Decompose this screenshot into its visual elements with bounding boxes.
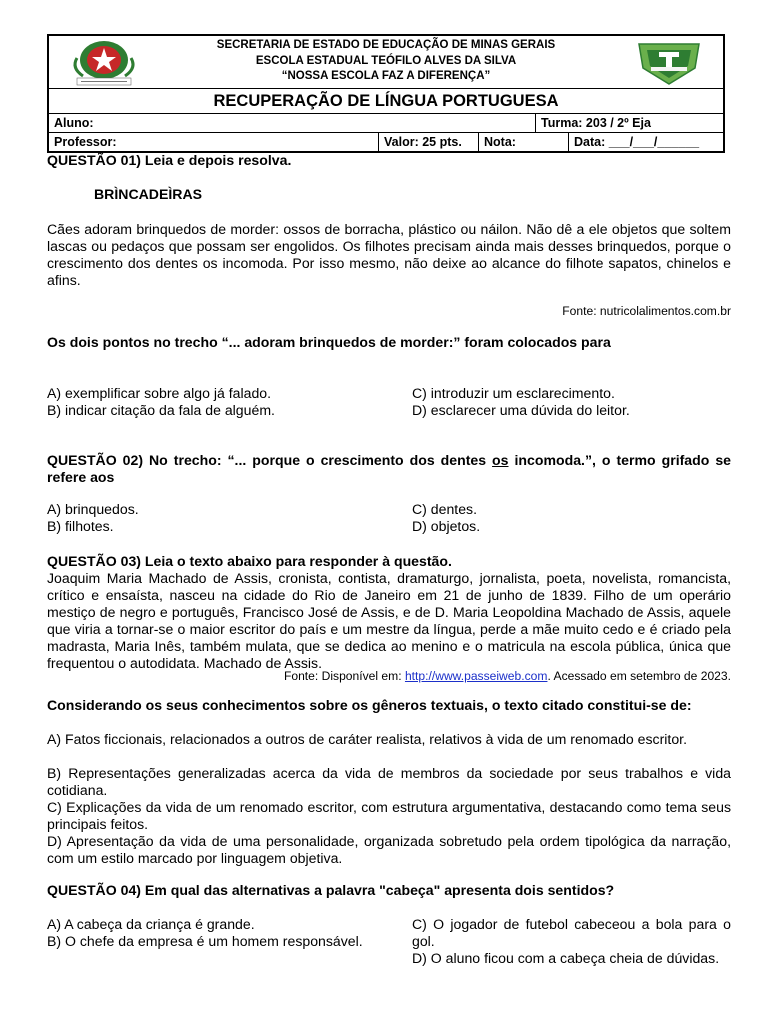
header-line-2: ESCOLA ESTADUAL TEÓFILO ALVES DA SILVA	[255, 54, 517, 67]
q1-text-title: BRÌNCADEÌRAS	[94, 186, 203, 202]
q4-option-a[interactable]: A) A cabeça da criança é grande.	[47, 916, 255, 932]
school-shield-icon	[631, 38, 707, 86]
q1-question: Os dois pontos no trecho “... adoram brinquedos de morder:” foram colocados para	[47, 334, 611, 350]
header-top	[49, 36, 723, 89]
q3-source-link[interactable]: http://www.passeiweb.com	[404, 669, 548, 683]
student-name-field: Aluno:	[49, 114, 536, 132]
q1-option-d[interactable]: D) esclarecer uma dúvida do leitor.	[412, 402, 630, 418]
q3-source-before: Fonte: Disponível em:	[283, 669, 405, 683]
q3-question: Considerando os seus conhecimentos sobre os gêneros textuais, o texto citado constitui-se de:	[47, 697, 692, 713]
q4-option-c[interactable]: C) O jogador de futebol cabeceou a bola para o gol.	[412, 916, 731, 949]
q2-heading	[47, 452, 731, 486]
exam-title: RECUPERAÇÃO DE LÍNGUA PORTUGUESA	[49, 89, 723, 114]
q2-heading-before: QUESTÃO 02) No trecho: “... porque o crescimento dos dentes	[47, 452, 493, 468]
q4-options	[47, 916, 731, 984]
q4-option-b[interactable]: B) O chefe da empresa é um homem responsável.	[47, 933, 363, 949]
exam-header	[47, 34, 725, 153]
q2-option-c[interactable]: C) dentes.	[412, 501, 478, 517]
q2-option-b[interactable]: B) filhotes.	[47, 518, 114, 534]
q3-option-b[interactable]: B) Representações generalizadas acerca da vida de membros da sociedade por seus trabalhos e vida cotidiana.	[47, 765, 731, 798]
class-field: Turma: 203 / 2º Eja	[541, 116, 651, 130]
q1-option-c[interactable]: C) introduzir um esclarecimento.	[412, 385, 615, 401]
q3-option-d[interactable]: D) Apresentação da vida de uma personalidade, organizada sobretudo pela ordem tipológica da narração, com um estilo marcado por linguagem objetiva.	[47, 833, 731, 866]
q1-option-a[interactable]: A) exemplificar sobre algo já falado.	[47, 385, 272, 401]
q2-option-d[interactable]: D) objetos.	[412, 518, 481, 534]
student-row	[49, 114, 723, 133]
header-line-3: “NOSSA ESCOLA FAZ A DIFERENÇA”	[281, 70, 491, 82]
q3-option-c[interactable]: C) Explicações da vida de um renomado escritor, com estrutura argumentativa, destacando como tema seus principais feitos.	[47, 799, 731, 832]
q1-option-b[interactable]: B) indicar citação da fala de alguém.	[47, 402, 275, 418]
grade-field: Nota:	[479, 133, 569, 151]
q1-source: Fonte: nutricolalimentos.com.br	[562, 304, 731, 318]
q1-heading: QUESTÃO 01) Leia e depois resolva.	[47, 152, 292, 168]
q2-options	[47, 501, 731, 535]
q2-underlined-term: os	[492, 452, 509, 468]
q2-option-a[interactable]: A) brinquedos.	[47, 501, 139, 517]
value-field: Valor: 25 pts.	[379, 133, 479, 151]
date-field: Data: ___/___/______	[574, 135, 700, 149]
teacher-row	[49, 133, 723, 151]
header-line-1: SECRETARIA DE ESTADO DE EDUCAÇÃO DE MINAS GERAIS	[216, 39, 556, 51]
q4-option-d[interactable]: D) O aluno ficou com a cabeça cheia de dúvidas.	[412, 950, 720, 966]
q4-heading: QUESTÃO 04) Em qual das alternativas a palavra "cabeça" apresenta dois sentidos?	[47, 882, 615, 898]
q2-heading-after: incomoda.”, o termo grifado se refere aos	[47, 452, 732, 485]
q3-source-after: . Acessado em setembro de 2023.	[547, 669, 731, 683]
q3-option-a[interactable]: A) Fatos ficcionais, relacionados a outros de caráter realista, relativos à vida de um renomado escritor.	[47, 731, 688, 747]
q3-heading: QUESTÃO 03) Leia o texto abaixo para responder à questão.	[47, 553, 452, 569]
q1-text: Cães adoram brinquedos de morder: ossos de borracha, plástico ou náilon. Não dê a ele objetos que soltem lascas ou pedaços que possam ser engolidos. Os filhotes precisam ainda mais desses brinquedos, porque o crescimento dos dentes os incomoda. Por isso mesmo, não deixe ao alcance do filhote sapatos, chinelos e afins.	[47, 221, 731, 288]
q3-text: Joaquim Maria Machado de Assis, cronista, contista, dramaturgo, jornalista, poeta, novelista, romancista, crítico e ensaísta, nasceu na cidade do Rio de Janeiro em 21 de junho de 1839. Filho de um operário mestiço de negro e português, Francisco José de Assis, e de D. Maria Leopoldina Machado de Assis, aquele que viria a tornar-se o maior escritor do país e um mestre da língua, perde a mãe muito cedo e é criado pela madrasta, Maria Inês, também mulata, que se dedica ao menino e o matricula na escola pública, única que frequentou o autodidata. Machado de Assis.	[47, 570, 731, 671]
q1-options	[47, 385, 731, 419]
teacher-field: Professor:	[49, 133, 379, 151]
q3-source	[47, 668, 731, 685]
